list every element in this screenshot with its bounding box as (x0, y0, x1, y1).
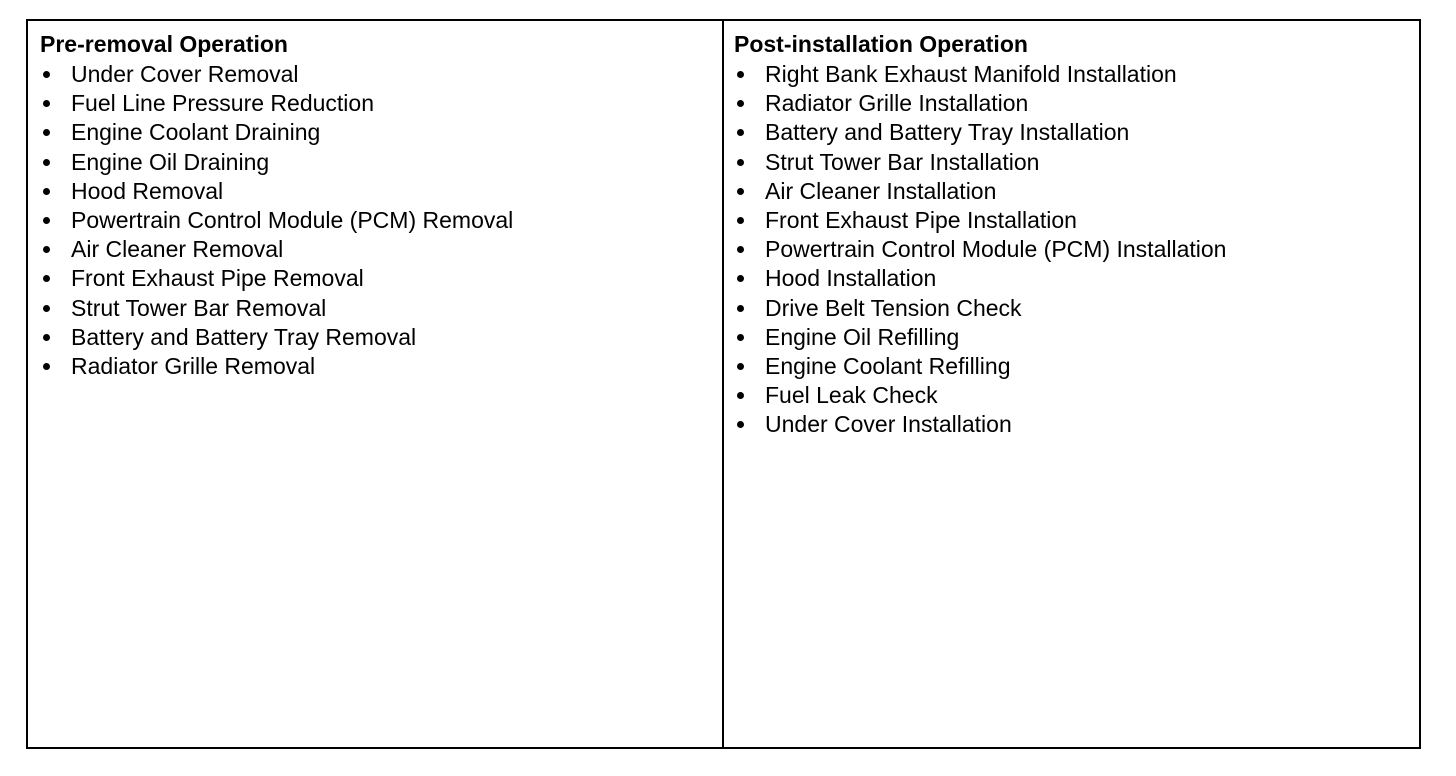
list-item: Engine Oil Draining (40, 148, 722, 177)
list-item: Radiator Grille Removal (40, 352, 722, 381)
list-item: Front Exhaust Pipe Removal (40, 264, 722, 293)
list-item: Strut Tower Bar Removal (40, 294, 722, 323)
list-item: Fuel Leak Check (734, 381, 1419, 410)
list-item: Drive Belt Tension Check (734, 294, 1419, 323)
pre-removal-column (28, 21, 724, 747)
operations-table (26, 19, 1421, 749)
list-item: Engine Coolant Refilling (734, 352, 1419, 381)
list-item: Battery and Battery Tray Removal (40, 323, 722, 352)
list-item: Powertrain Control Module (PCM) Installation (734, 235, 1419, 264)
post-installation-column (724, 21, 1419, 747)
list-item: Right Bank Exhaust Manifold Installation (734, 60, 1419, 89)
list-item: Front Exhaust Pipe Installation (734, 206, 1419, 235)
list-item: Powertrain Control Module (PCM) Removal (40, 206, 722, 235)
list-item: Under Cover Installation (734, 410, 1419, 439)
list-item: Air Cleaner Removal (40, 235, 722, 264)
list-item: Strut Tower Bar Installation (734, 148, 1419, 177)
list-item: Radiator Grille Installation (734, 89, 1419, 118)
post-installation-heading: Post-installation Operation (734, 31, 1028, 57)
list-item: Hood Removal (40, 177, 722, 206)
list-item: Under Cover Removal (40, 60, 722, 89)
list-item: Air Cleaner Installation (734, 177, 1419, 206)
list-item: Engine Coolant Draining (40, 118, 722, 147)
list-item: Hood Installation (734, 264, 1419, 293)
post-installation-list (734, 60, 1419, 440)
list-item: Fuel Line Pressure Reduction (40, 89, 722, 118)
list-item: Engine Oil Refilling (734, 323, 1419, 352)
list-item: Battery and Battery Tray Installation (734, 118, 1419, 147)
pre-removal-heading: Pre-removal Operation (40, 31, 288, 57)
pre-removal-list (40, 60, 722, 381)
